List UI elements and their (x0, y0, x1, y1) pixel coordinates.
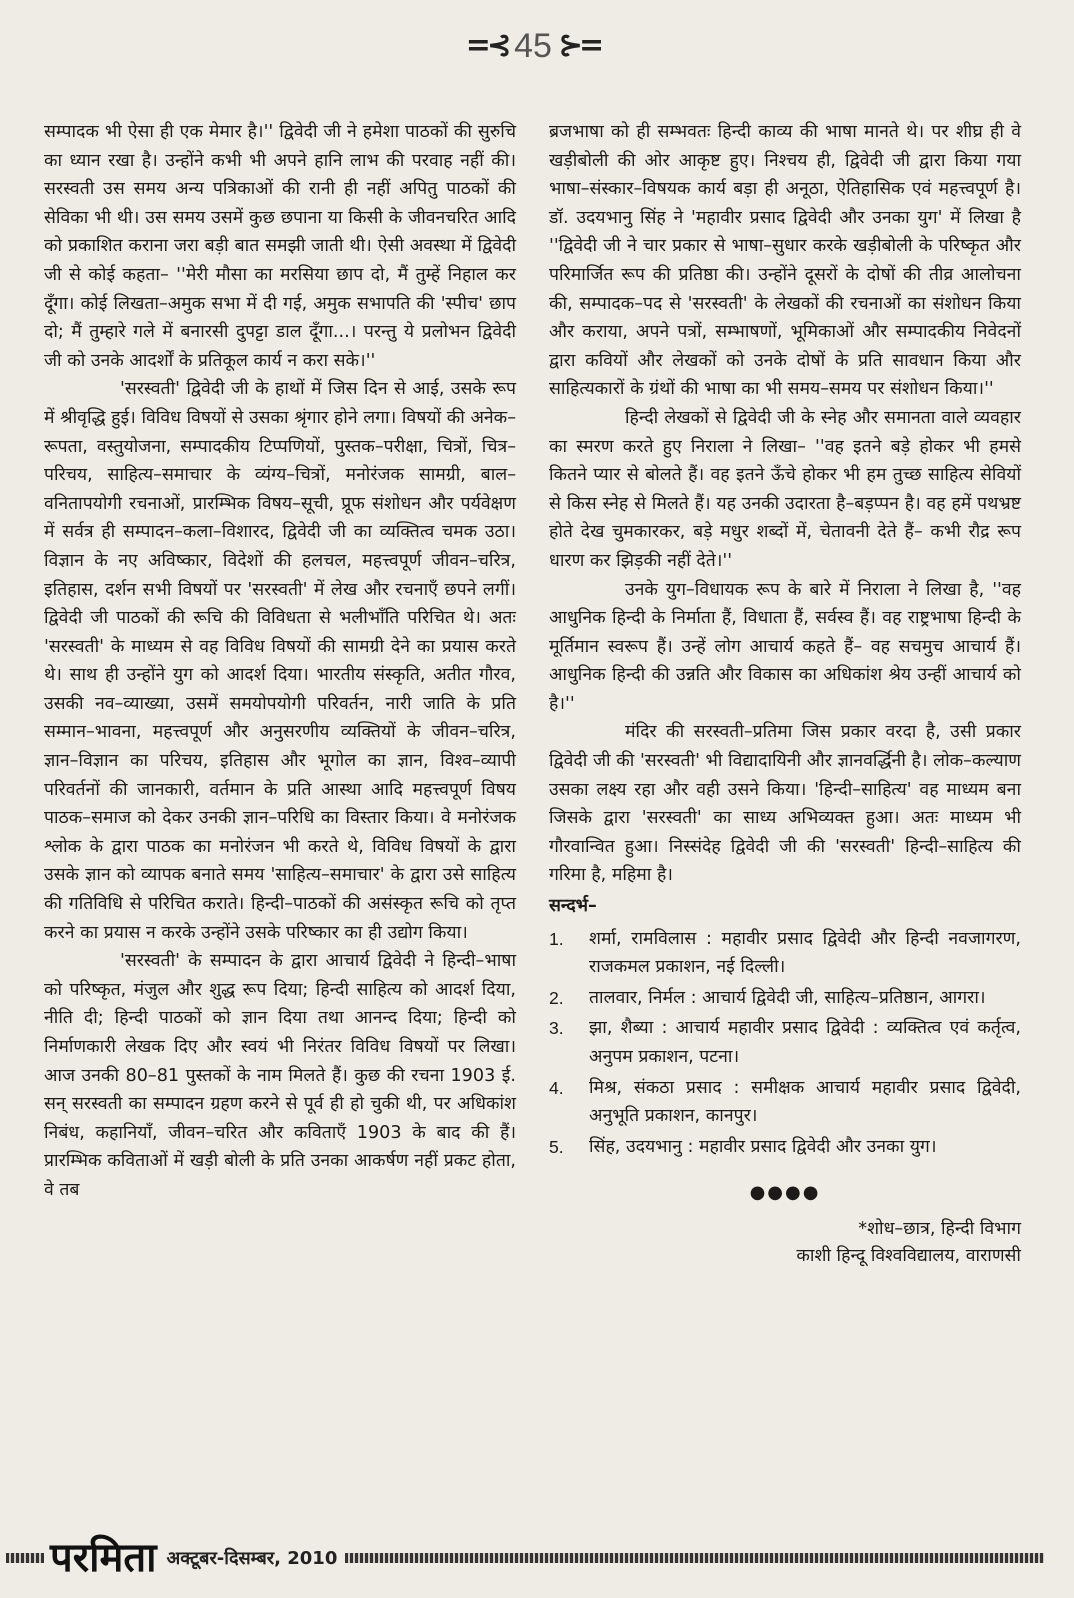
page-number: 45 (514, 26, 552, 65)
reference-text: झा, शैब्या : आचार्य महावीर प्रसाद द्विवेदी : व्यक्तित्व एवं कर्तृत्व, अनुपम प्रकाशन, पटना। (589, 1018, 1021, 1067)
references-heading: सन्दर्भ– (549, 896, 597, 917)
author-note (549, 1216, 1021, 1270)
right-paragraph-4: मंदिर की सरस्वती–प्रतिमा जिस प्रकार वरदा है, उसी प्रकार द्विवेदी जी की 'सरस्वती' भी विद्यादायिनी और ज्ञानवर्द्धिनी है। लोक–कल्याण उसका लक्ष्य रहा और वही उसने किया। 'हिन्दी–साहित्य' वह माध्यम बना जिसके द्वारा 'सरस्वती' का साध्य अभिव्यक्त हुआ। अतः माध्यम भी गौरवान्वित हुआ। निस्संदेह द्विवेदी जी की 'सरस्वती' हिन्दी–साहित्य की गरिमा है, महिमा है। (549, 722, 1021, 886)
left-column (44, 118, 516, 1205)
reference-number: 2. (549, 987, 564, 1008)
reference-text: मिश्र, संकठा प्रसाद : समीक्षक आचार्य महावीर प्रसाद द्विवेदी, अनुभूति प्रकाशन, कानपुर। (589, 1077, 1021, 1127)
left-paragraph-3: 'सरस्वती' के सम्पादन के द्वारा आचार्य द्विवेदी ने हिन्दी–भाषा को परिष्कृत, मंजुल और शुद्ध रूप दिया; हिन्दी साहित्य को आदर्श दिया, नीति दी; हिन्दी पाठकों को ज्ञान दिया तथा आनन्द दिया; हिन्दी को निर्माणकारी लेखक दिए और स्वयं भी निरंतर विविध विषयों पर लिखा। आज उनकी 80–81 पुस्तकों के नाम मिलते हैं। कुछ की रचना 1903 ई. सन् सरस्वती का सम्पादन ग्रहण करने से पूर्व ही हो चुकी थी, पर अधिकांश निबंध, कहानियाँ, जीवन–चरित और कविताएँ 1903 के बाद की हैं। प्रारम्भिक कविताओं में खड़ी बोली के प्रति उनका आकर्षण नहीं प्रकट होता, वे तब (44, 951, 516, 1200)
reference-item (549, 1014, 1021, 1071)
footer-left-bar (6, 1553, 44, 1563)
reference-item (549, 984, 1021, 1013)
magazine-name: परमिता (50, 1534, 157, 1581)
reference-item (549, 1074, 1021, 1131)
reference-number: 4. (549, 1077, 564, 1098)
page-footer (0, 1536, 1074, 1580)
reference-text: सिंह, उदयभानु : महावीर प्रसाद द्विवेदी और उनका युग। (589, 1136, 937, 1157)
right-column (549, 118, 1021, 1270)
page-number-header (458, 18, 608, 74)
footer-right-bar (345, 1553, 1044, 1563)
reference-text: तालवार, निर्मल : आचार्य द्विवेदी जी, साहित्य–प्रतिष्ठान, आगरा। (589, 987, 986, 1008)
section-divider: ●●●● (749, 1182, 821, 1204)
right-paragraph-2: हिन्दी लेखकों से द्विवेदी जी के स्नेह और समानता वाले व्यवहार का स्मरण करते हुए निराला ने लिखा– ''वह इतने बड़े होकर भी हमसे कितने प्यार से बोलते हैं। वह इतने ऊँचे होकर भी हम तुच्छ साहित्य सेवियों से किस स्नेह से मिलते हैं। यह उनकी उदारता है–बड़प्पन है। वह हमें पथभ्रष्ट होते देख चुमकारकर, बड़े मधुर शब्दों में, चेतावनी देते हैं– कभी रौद्र रूप धारण कर झिड़की नहीं देते।'' (549, 407, 1021, 571)
page-number-right-ornament: ⊱= (557, 28, 601, 63)
reference-number: 1. (549, 928, 564, 949)
reference-text: शर्मा, रामविलास : महावीर प्रसाद द्विवेदी और हिन्दी नवजागरण, राजकमल प्रकाशन, नई दिल्ली। (589, 928, 1021, 978)
author-note-line1: *शोध–छात्र, हिन्दी विभाग (858, 1218, 1021, 1239)
left-paragraph-2: 'सरस्वती' द्विवेदी जी के हाथों में जिस दिन से आई, उसके रूप में श्रीवृद्धि हुई। विविध विषयों से उसका श्रृंगार होने लगा। विषयों की अनेक–रूपता, वस्तुयोजना, सम्पादकीय टिप्पणियों, पुस्तक–परीक्षा, चित्रों, चित्र–परिचय, साहित्य–समाचार के व्यंग्य–चित्रों, मनोरंजक सामग्री, बाल–वनितापयोगी रचनाओं, प्रारम्भिक विषय–सूची, प्रूफ संशोधन और पर्यवेक्षण में सर्वत्र ही सम्पादन–कला–विशारद, द्विवेदी जी का व्यक्तित्व चमक उठा। विज्ञान के नए अविष्कार, विदेशों की हलचल, महत्त्वपूर्ण जीवन–चरित्र, इतिहास, दर्शन सभी विषयों पर 'सरस्वती' में लेख और रचनाएँ छपने लगीं। द्विवेदी जी पाठकों की रूचि की विविधता से भलीभाँति परिचित थे। अतः 'सरस्वती' के माध्यम से वह विविध विषयों की सामग्री देने का प्रयास करते थे। साथ ही उन्होंने युग को आदर्श दिया। भारतीय संस्कृति, अतीत गौरव, उसकी नव–व्याख्या, उसमें समयोपयोगी परिवर्तन, नारी जाति के प्रति सम्मान–भावना, महत्त्वपूर्ण और अनुसरणीय व्यक्तियों के जीवन–चरित्र, ज्ञान–विज्ञान का परिचय, इतिहास और भूगोल का ज्ञान, विश्व–व्यापी परिवर्तनों की जानकारी, वर्तमान के प्रति आस्था आदि महत्त्वपूर्ण विषय पाठक–समाज को देकर उनकी ज्ञान–परिधि का विस्तार किया। वे मनोरंजक श्लोक के द्वारा पाठक का मनोरंजन भी करते थे, विविध विषयों के द्वारा उसके ज्ञान को व्यापक बनाते समय 'साहित्य–समाचार' के द्वारा उसे साहित्य की गतिविधि से परिचित कराते। हिन्दी–पाठकों की असंस्कृत रूचि को तृप्त करने का प्रयास न करके उन्होंने उसके परिष्कार का ही उद्योग किया। (44, 379, 516, 943)
page-number-left-ornament: =⊰ (465, 28, 509, 63)
right-paragraph-1: ब्रजभाषा को ही सम्भवतः हिन्दी काव्य की भाषा मानते थे। पर शीघ्र ही वे खड़ीबोली की ओर आकृष्ट हुए। निश्चय ही, द्विवेदी जी द्वारा किया गया भाषा–संस्कार–विषयक कार्य बड़ा ही अनूठा, ऐतिहासिक एवं महत्त्वपूर्ण है। डॉ. उदयभानु सिंह ने 'महावीर प्रसाद द्विवेदी और उनका युग' में लिखा है ''द्विवेदी जी ने चार प्रकार से भाषा–सुधार करके खड़ीबोली के परिष्कृत और परिमार्जित रूप की प्रतिष्ठा की। उन्होंने दूसरों के दोषों की तीव्र आलोचना की, सम्पादक–पद से 'सरस्वती' के लेखकों की रचनाओं का संशोधन किया और कराया, अपने पत्रों, सम्भाषणों, भूमिकाओं और सम्पादकीय निवेदनों द्वारा कवियों और लेखकों को उनके दोषों के प्रति सावधान किया और साहित्यकारों के ग्रंथों की भाषा का भी समय–समय पर संशोधन किया।'' (549, 122, 1021, 400)
right-paragraph-3: उनके युग–विधायक रूप के बारे में निराला ने लिखा है, ''वह आधुनिक हिन्दी के निर्माता हैं, विधाता हैं, सर्वस्व हैं। वह राष्ट्रभाषा हिन्दी के मूर्तिमान स्वरूप हैं। उन्हें लोग आचार्य कहते हैं– वह सचमुच आचार्य हैं। आधुनिक हिन्दी की उन्नति और विकास का अधिकांश श्रेय उन्हीं आचार्य को है।'' (549, 579, 1021, 714)
issue-date: अक्टूबर-दिसम्बर, 2010 (166, 1548, 338, 1569)
reference-item (549, 925, 1021, 982)
references-list (549, 925, 1021, 1162)
reference-number: 3. (549, 1018, 564, 1039)
left-paragraph-1: सम्पादक भी ऐसा ही एक मेमार है।'' द्विवेदी जी ने हमेशा पाठकों की सुरुचि का ध्यान रखा है। उन्होंने कभी भी अपने हानि लाभ की परवाह नहीं की। सरस्वती उस समय अन्य पत्रिकाओं की रानी ही नहीं अपितु पाठकों की सेविका भी थी। उस समय उसमें कुछ छपाना या किसी के जीवनचरित आदि को प्रकाशित कराना जरा बड़ी बात समझी जाती थी। ऐसी अवस्था में द्विवेदी जी से कोई कहता– ''मेरी मौसा का मरसिया छाप दो, मैं तुम्हें निहाल कर दूँगा। कोई लिखता–अमुक सभा में दी गई, अमुक सभापति की 'स्पीच' छाप दो; मैं तुम्हारे गले में बनारसी दुपट्टा डाल दूँगा...। परन्तु ये प्रलोभन द्विवेदी जी को उनके आदर्शों के प्रतिकूल कार्य न करा सके।'' (44, 122, 516, 371)
reference-number: 5. (549, 1136, 564, 1157)
reference-item (549, 1133, 1021, 1162)
author-note-line2: काशी हिन्दू विश्वविद्यालय, वाराणसी (796, 1245, 1021, 1266)
